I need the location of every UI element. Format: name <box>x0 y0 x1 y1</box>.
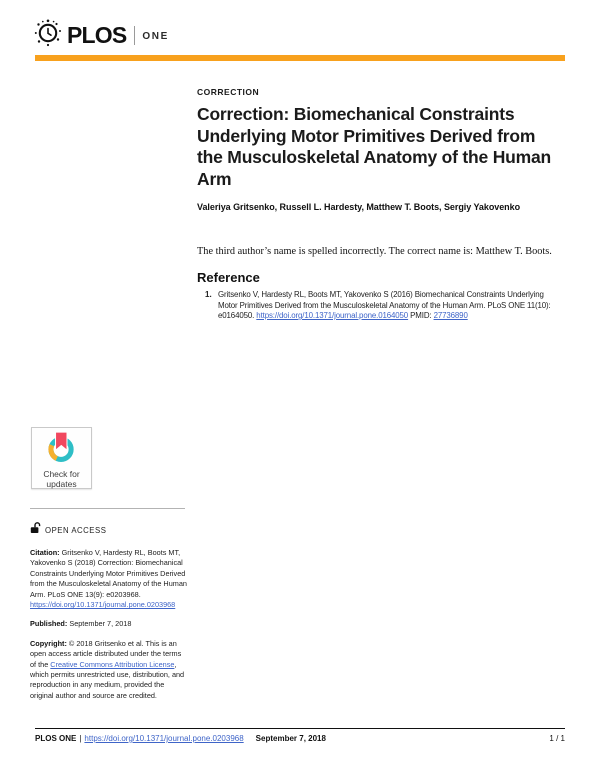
plos-logo-icon <box>34 19 62 52</box>
reference-item <box>197 290 565 322</box>
badge-label <box>32 470 91 489</box>
published-date: September 7, 2018 <box>69 619 132 629</box>
reference-doi-link[interactable]: https://doi.org/10.1371/journal.pone.0164050 <box>256 311 409 320</box>
correction-text: The third author’s name is spelled incorrectly. The correct name is: Matthew T. Boots. <box>197 246 552 257</box>
copyright-label: Copyright: <box>30 638 69 648</box>
sidebar-divider <box>30 508 185 509</box>
article-type-label: CORRECTION <box>197 87 260 97</box>
citation-label: Citation: <box>30 548 62 557</box>
footer-doi-link[interactable]: https://doi.org/10.1371/journal.pone.0203968 <box>84 734 244 743</box>
accent-bar <box>35 55 565 61</box>
pmid-label: PMID: <box>408 311 434 320</box>
author-list: Valeriya Gritsenko, Russell L. Hardesty, Matthew T. Boots, Sergiy Yakovenko <box>197 202 521 212</box>
copyright-paragraph <box>30 639 188 701</box>
copyright-text-tail: , which permits unrestricted use, distribution, and reproduction in any medium, provided the original author and source are credited. <box>30 659 185 700</box>
citation-text: Gritsenko V, Hardesty RL, Boots MT, Yakovenko S (2018) Correction: Biomechanical Constraints Underlying Motor Primitives Derived from the Musculoskeletal Anatomy of the Human Arm. PLoS ONE 13(9): e0203968. <box>30 548 187 599</box>
journal-name: ONE <box>142 31 169 42</box>
badge-label-line1: Check for <box>43 469 80 479</box>
cc-license-link[interactable]: Creative Commons Attribution License <box>50 659 175 669</box>
article-title: Correction: Biomechanical Constraints Underlying Motor Primitives Derived from the Musculoskeletal Anatomy of the Human Arm <box>197 104 552 189</box>
open-access-row <box>30 521 188 539</box>
pmid-link[interactable]: 27736890 <box>433 311 468 320</box>
footer-separator: | <box>79 734 82 743</box>
copyright-text: © 2018 Gritsenko et al. This is an open access article distributed under the terms of the <box>30 638 182 669</box>
footer-journal: PLOS ONE <box>35 734 77 743</box>
page-indicator: 1 / 1 <box>549 734 565 743</box>
open-access-label: OPEN ACCESS <box>45 526 107 535</box>
logo-divider <box>134 26 135 45</box>
open-lock-icon <box>30 521 41 539</box>
published-paragraph <box>30 619 188 629</box>
citation-paragraph <box>30 548 188 610</box>
article-column <box>197 87 565 322</box>
sidebar <box>30 508 188 701</box>
badge-label-line2: updates <box>46 478 77 489</box>
published-label: Published: <box>30 619 70 629</box>
page-footer <box>35 728 565 743</box>
check-for-updates-badge[interactable] <box>31 427 92 489</box>
footer-date: September 7, 2018 <box>255 734 326 743</box>
plos-logo <box>34 19 169 52</box>
footer-left <box>35 734 326 743</box>
citation-doi-link[interactable]: https://doi.org/10.1371/journal.pone.0203968 <box>30 600 176 610</box>
reference-heading: Reference <box>197 270 260 285</box>
plos-logo-text: PLOS <box>67 22 127 48</box>
reference-citation: Gritsenko V, Hardesty RL, Boots MT, Yakovenko S (2016) Biomechanical Constraints Underlying Motor Primitives Derived from the Musculoskeletal Anatomy of the Human Arm. PLoS ONE 11(10): e0164050. <box>218 290 551 320</box>
check-updates-icon <box>32 431 91 469</box>
reference-number: 1. <box>205 290 212 299</box>
reference-text <box>218 290 565 322</box>
